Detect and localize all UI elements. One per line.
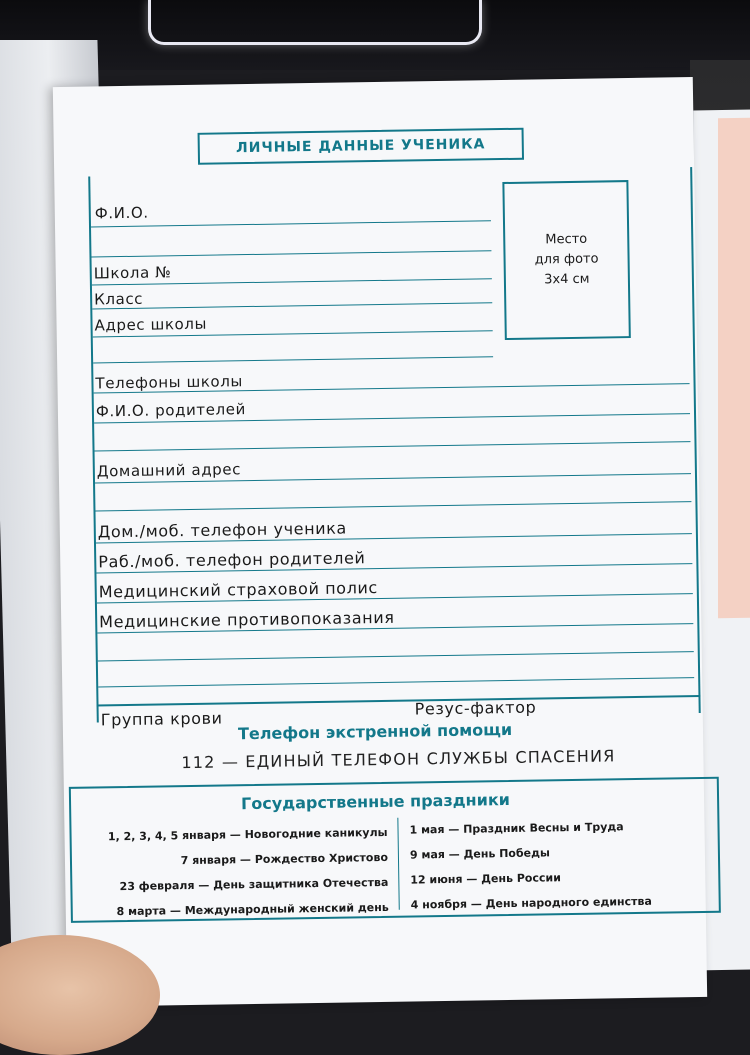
school-phones-label: Телефоны школы [95,372,244,393]
holiday-box [69,777,721,923]
holiday-item: 12 июня — День России [410,871,561,887]
emergency-title: Телефон экстренной помощи [237,719,513,744]
student-phone-label: Дом./моб. телефон ученика [97,518,348,542]
home-address-label: Домашний адрес [96,460,242,481]
school-address-label: Адрес школы [94,314,208,335]
page-title: ЛИЧНЫЕ ДАННЫЕ УЧЕНИКА [235,136,486,157]
holiday-item: 1, 2, 3, 4, 5 января — Новогодние каникулы [107,825,388,844]
contraindications-label: Медицинские противопоказания [99,607,395,632]
holiday-item: 23 февраля — День защитника Отечества [119,875,389,894]
insurance-label: Медицинский страховой полис [98,578,378,602]
parents-fio-label: Ф.И.О. родителей [95,400,247,421]
holiday-left-column [87,820,389,925]
holiday-item: 9 мая — День Победы [409,846,551,862]
rh-factor-label: Резус-фактор [414,697,537,719]
photo-label-line1: Место [545,231,588,248]
school-no-label: Школа № [93,263,172,283]
holiday-item: 8 марта — Международный женский день [116,900,389,919]
holiday-item: 1 мая — Праздник Весны и Труда [409,820,624,837]
photo-label-line3: 3х4 см [544,271,590,288]
device-light [148,0,482,45]
parents-phone-label: Раб./моб. телефон родителей [98,548,366,572]
holiday-title: Государственные праздники [240,789,511,814]
device-top [0,0,750,70]
blood-group-label: Группа крови [100,708,223,730]
title-box [198,128,524,165]
holiday-divider [397,818,399,910]
holiday-right-column [409,813,711,918]
planner-page [53,77,707,1007]
holiday-item: 7 января — Рождество Христово [180,850,389,868]
photo-box [502,180,630,340]
holiday-item: 4 ноября — День народного единства [410,894,652,912]
emergency-number: 112 — ЕДИНЫЙ ТЕЛЕФОН СЛУЖБЫ СПАСЕНИЯ [181,746,616,773]
fio-label: Ф.И.О. [94,203,149,223]
photo-label-line2: для фото [534,251,599,268]
class-label: Класс [94,289,144,309]
page-stack-pink [718,118,750,619]
